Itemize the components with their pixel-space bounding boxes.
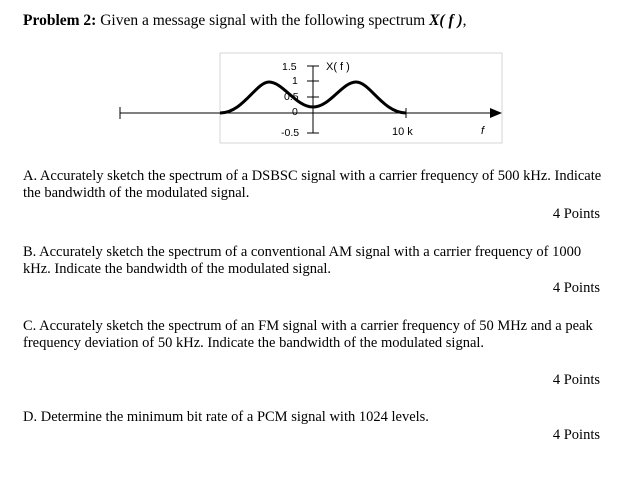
x-axis-arrow-icon xyxy=(490,108,502,118)
part-d-points: 4 Points xyxy=(552,427,600,443)
spectrum-symbol: X( f ) xyxy=(429,12,463,29)
y-tick-label-0.5: 0.5 xyxy=(284,91,299,103)
y-tick-label-minus-0.5: -0.5 xyxy=(281,127,300,139)
part-c-text: C. Accurately sketch the spectrum of an FM signal with a carrier frequency of 50 MHz and a peak frequency deviation of 50 kHz. Indicate the bandwidth of the modulated signal. xyxy=(23,318,593,351)
y-tick-label-1: 1 xyxy=(292,75,298,87)
y-tick-label-1.5: 1.5 xyxy=(282,61,297,73)
plot-border xyxy=(220,53,502,143)
part-a-text: A. Accurately sketch the spectrum of a DSBSC signal with a carrier frequency of 500 kHz. Indicate the bandwidth of the modulated signal. xyxy=(23,168,602,201)
spectrum-figure xyxy=(118,52,504,144)
part-b-text: B. Accurately sketch the spectrum of a conventional AM signal with a carrier frequency of 1000 kHz. Indicate the bandwidth of the modulated signal. xyxy=(23,244,582,277)
problem-text-end: , xyxy=(462,12,467,29)
part-c-points: 4 Points xyxy=(552,372,600,388)
part-d-text: D. Determine the minimum bit rate of a PCM signal with 1024 levels. xyxy=(23,409,429,425)
problem-text: Given a message signal with the following spectrum xyxy=(100,12,430,29)
spectrum-plot xyxy=(118,52,504,144)
function-label: X( f ) xyxy=(326,61,350,73)
part-a-points: 4 Points xyxy=(552,206,600,222)
part-b-points: 4 Points xyxy=(552,280,600,296)
x-axis-label: f xyxy=(481,125,485,137)
problem-heading xyxy=(23,12,467,30)
x-tick-label-10k: 10 k xyxy=(392,126,413,138)
problem-label: Problem 2: xyxy=(23,12,97,29)
y-tick-label-0: 0 xyxy=(292,106,298,118)
